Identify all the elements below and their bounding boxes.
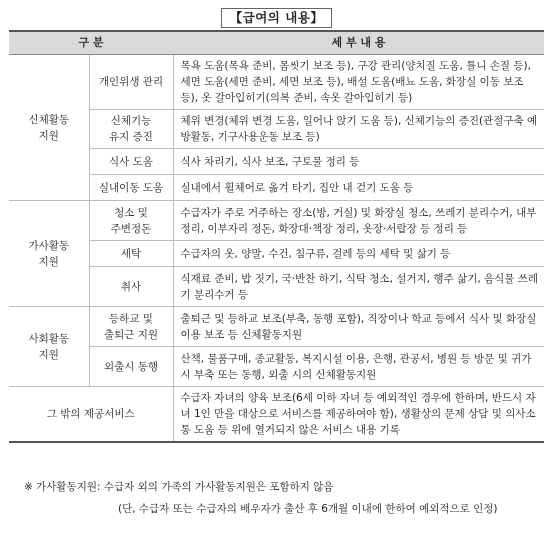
desc-indoor-move: 실내에서 휠체어로 옮겨 타기, 집안 내 걷기 도움 등 <box>173 175 544 201</box>
desc-body-function: 체위 변경(체위 변경 도움, 일어나 앉기 도움 등), 신체기능의 증진(관절구축 예방활동, 기구사용운동 보조 등) <box>173 110 544 149</box>
desc-commute: 출퇴근 및 등하교 보조(부축, 동행 포함), 직장이나 학교 등에서 식사 및 화장실 이용 보조 등 신체활동지원 <box>173 307 544 347</box>
table-row <box>9 347 544 387</box>
sub-label: 세탁 <box>120 247 142 260</box>
page-title: 【급여의 내용】 <box>221 8 333 28</box>
sub-commute <box>89 307 173 347</box>
table-row <box>9 55 544 110</box>
category-label: 사회활동 지원 <box>28 332 70 361</box>
sub-label: 신체기능 유지 증진 <box>109 115 153 143</box>
desc-hygiene: 목욕 도움(목욕 준비, 몸씻기 보조 등), 구강 관리(양치질 도움, 틀니 손질 등), 세면 도움(세면 준비, 세면 보조 등), 배설 도움(배뇨 도움, 화장실 이동 보조 등), 옷 갈아입히기(의복 준비, 속옷 갈아입히기 등) <box>173 55 544 110</box>
category-label: 가사활동 지원 <box>28 239 70 268</box>
sub-cooking <box>89 267 173 307</box>
sub-laundry <box>89 241 173 267</box>
note-line-1: ※ 가사활동지원: 수급자 외의 가족의 가사활동지원은 포함하지 않음 <box>24 481 334 493</box>
sub-label: 등하교 및 출퇴근 지원 <box>103 312 159 341</box>
table-row <box>9 201 544 241</box>
sub-label: 개인위생 관리 <box>98 76 164 88</box>
note-line-2: (단, 수급자 또는 수급자의 배우자가 출산 후 6개월 이내에 한하여 예외적으로 인정) <box>118 503 498 515</box>
sub-cleaning <box>89 201 173 241</box>
desc-outing: 산책, 물품구매, 종교활동, 복지시설 이용, 은행, 관공서, 병원 등 방문 및 귀가 시 부축 또는 동행, 외출 시의 신체활동지원 <box>173 347 544 387</box>
table-row <box>9 149 544 175</box>
category-physical <box>9 55 89 201</box>
category-social <box>9 307 89 387</box>
table-row <box>9 110 544 149</box>
table-row <box>9 387 544 442</box>
sub-label: 취사 <box>120 280 142 293</box>
header-detail: 세 부 내 용 <box>173 31 544 55</box>
sub-label: 외출시 동행 <box>103 360 159 373</box>
sub-label: 실내이동 도움 <box>98 181 164 194</box>
table-row <box>9 267 544 307</box>
sub-outing <box>89 347 173 387</box>
desc-meal: 식사 차리기, 식사 보조, 구토물 정리 등 <box>173 149 544 175</box>
sub-label: 식사 도움 <box>109 155 153 168</box>
table-row <box>9 307 544 347</box>
benefit-table <box>9 30 544 443</box>
sub-indoor-move <box>89 175 173 201</box>
sub-meal <box>89 149 173 175</box>
desc-cleaning: 수급자가 주로 거주하는 장소(방, 거실) 및 화장실 청소, 쓰레기 분리수거, 내부 정리, 이부자리 정돈, 화장대·책장 정리, 옷장·서랍장 등 정리 등 <box>173 201 544 241</box>
sub-hygiene <box>89 55 173 110</box>
sub-label: 청소 및 주변정돈 <box>110 206 152 235</box>
desc-other: 수급자 자녀의 양육 보조(6세 이하 자녀 등 예외적인 경우에 한하며, 반드시 자녀 1인 만을 대상으로 서비스를 제공하여야 함), 생활상의 문제 상담 및 의사소통 도움 등 위에 열거되지 않은 서비스 내용 기록 <box>173 387 544 442</box>
desc-laundry: 수급자의 옷, 양말, 수건, 침구류, 걸레 등의 세탁 및 삶기 등 <box>173 241 544 267</box>
sub-body-function <box>89 110 173 149</box>
table-row <box>9 175 544 201</box>
category-label: 신체활동 지원 <box>28 113 70 142</box>
header-category: 구 분 <box>9 31 173 55</box>
table-header-row <box>9 31 544 55</box>
table-row <box>9 241 544 267</box>
desc-cooking: 식재료 준비, 밥 짓기, 국·반찬 하기, 식탁 청소, 설거지, 행주 삶기, 음식물 쓰레기 분리수거 등 <box>173 267 544 307</box>
category-housework <box>9 201 89 307</box>
category-other: 그 밖의 제공서비스 <box>9 387 173 442</box>
title-area <box>0 7 553 28</box>
